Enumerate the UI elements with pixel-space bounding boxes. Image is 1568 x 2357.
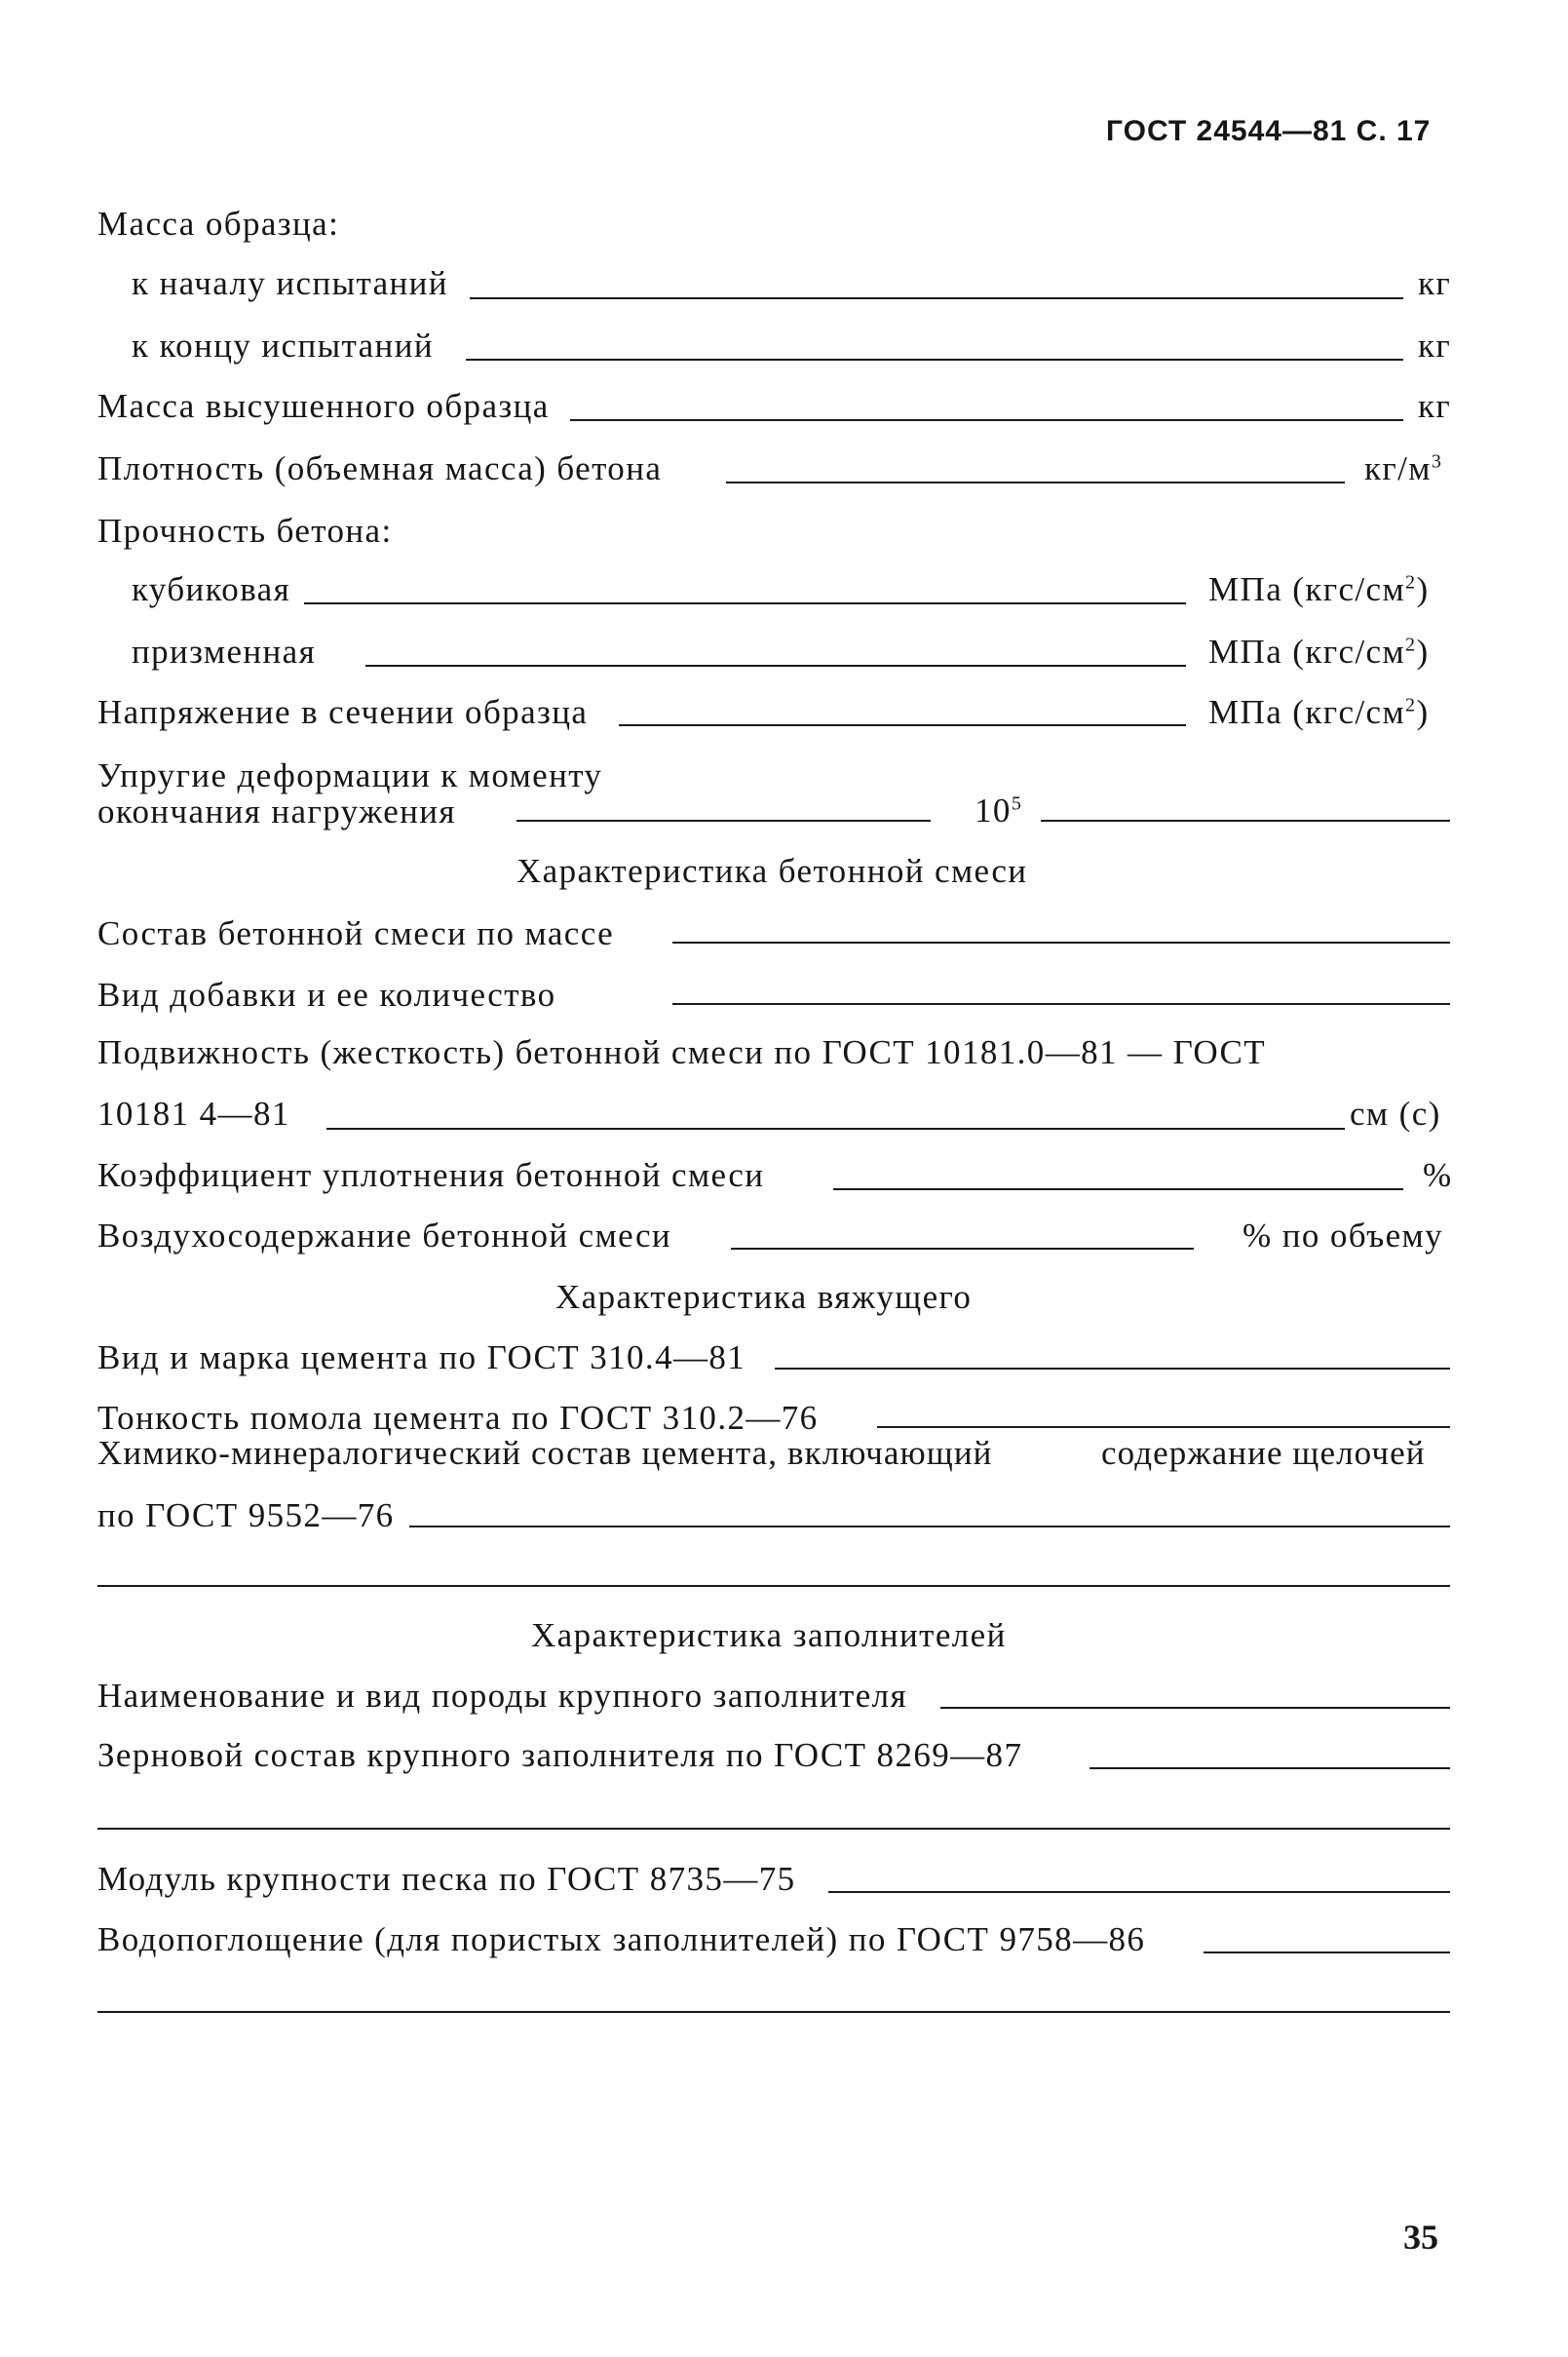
fineness-label: Тонкость помола цемента по ГОСТ 310.2—76 <box>97 1399 819 1437</box>
chem-label-1: Химико-минералогический состав цемента, включающий <box>97 1434 993 1472</box>
air-line <box>731 1248 1194 1250</box>
mix-heading: Характеристика бетонной смеси <box>516 852 1028 890</box>
water-abs-line-2 <box>97 2011 1450 2013</box>
stress-unit: МПа $(кгс/см^2)$ <box>1208 693 1430 731</box>
grain-line-2 <box>97 1828 1450 1830</box>
sand-modulus-line <box>828 1891 1450 1893</box>
mass-end-unit: кг <box>1418 327 1452 365</box>
mobility-line <box>326 1128 1345 1130</box>
mix-composition-line <box>672 942 1450 944</box>
compaction-line <box>833 1188 1403 1190</box>
additive-label: Вид добавки и ее количество <box>97 976 556 1014</box>
mass-dried-unit: кг <box>1418 387 1452 425</box>
elastic-factor: $10^5$ <box>975 792 1023 830</box>
prism-label: призменная <box>132 633 317 671</box>
page-number: 35 <box>1403 2218 1438 2257</box>
prism-unit: МПа $(кгс/см^2)$ <box>1208 633 1430 671</box>
grain-line <box>1090 1767 1450 1769</box>
prism-line <box>365 665 1186 667</box>
air-label: Воздухосодержание бетонной смеси <box>97 1217 672 1255</box>
mobility-label-1: Подвижность (жесткость) бетонной смеси по ГОСТ 10181.0—81 — ГОСТ <box>97 1033 1266 1071</box>
coarse-name-label: Наименование и вид породы крупного заполнителя <box>97 1677 908 1715</box>
mobility-label-2: 10181 4—81 <box>97 1095 290 1133</box>
density-label: Плотность (объемная масса) бетона <box>97 449 663 487</box>
chem-label-2: по ГОСТ 9552—76 <box>97 1496 395 1534</box>
compaction-label: Коэффициент уплотнения бетонной смеси <box>97 1156 765 1194</box>
air-unit: % по объему <box>1243 1217 1444 1255</box>
mass-start-unit: кг <box>1418 264 1452 302</box>
strength-title: Прочность бетона: <box>97 512 393 550</box>
additive-line <box>672 1003 1450 1005</box>
mass-title: Масса образца: <box>97 205 340 243</box>
aggregate-heading: Характеристика заполнителей <box>531 1616 1007 1654</box>
chem-line-1 <box>409 1526 1450 1527</box>
mass-start-label: к началу испытаний <box>132 264 448 302</box>
stress-line <box>619 724 1186 726</box>
mass-dried-label: Масса высушенного образца <box>97 387 550 425</box>
binder-heading: Характеристика вяжущего <box>555 1278 973 1316</box>
stress-label: Напряжение в сечении образца <box>97 693 589 731</box>
mass-end-label: к концу испытаний <box>132 327 434 365</box>
mass-dried-line <box>570 419 1403 421</box>
cube-line <box>304 602 1186 604</box>
mass-end-line <box>466 359 1403 361</box>
compaction-unit: % <box>1423 1156 1453 1194</box>
fineness-line <box>877 1426 1450 1428</box>
elastic-line-2 <box>1041 820 1450 822</box>
chem-line-2 <box>97 1585 1450 1587</box>
sand-modulus-label: Модуль крупности песка по ГОСТ 8735—75 <box>97 1860 796 1898</box>
cement-grade-label: Вид и марка цемента по ГОСТ 310.4—81 <box>97 1338 746 1376</box>
density-unit: $кг/м^3$ <box>1364 449 1443 487</box>
mass-start-line <box>470 297 1403 299</box>
grain-label: Зерновой состав крупного заполнителя по ГОСТ 8269—87 <box>97 1736 1023 1774</box>
elastic-line-1 <box>516 820 931 822</box>
cement-grade-line <box>775 1368 1450 1370</box>
mix-composition-label: Состав бетонной смеси по массе <box>97 914 615 952</box>
cube-label: кубиковая <box>132 570 291 608</box>
water-abs-label: Водопоглощение (для пористых заполнителей) по ГОСТ 9758—86 <box>97 1920 1146 1958</box>
elastic-label-1: Упругие деформации к моменту <box>97 756 603 794</box>
mobility-unit: см (с) <box>1350 1095 1441 1133</box>
density-line <box>726 482 1345 483</box>
cube-unit: МПа $(кгс/см^2)$ <box>1208 570 1430 608</box>
elastic-label-2: окончания нагружения <box>97 792 456 831</box>
chem-label-1b: содержание щелочей <box>1101 1434 1426 1472</box>
coarse-name-line <box>940 1707 1450 1709</box>
water-abs-line <box>1204 1951 1450 1953</box>
page-header: ГОСТ 24544—81 С. 17 <box>1106 115 1432 147</box>
